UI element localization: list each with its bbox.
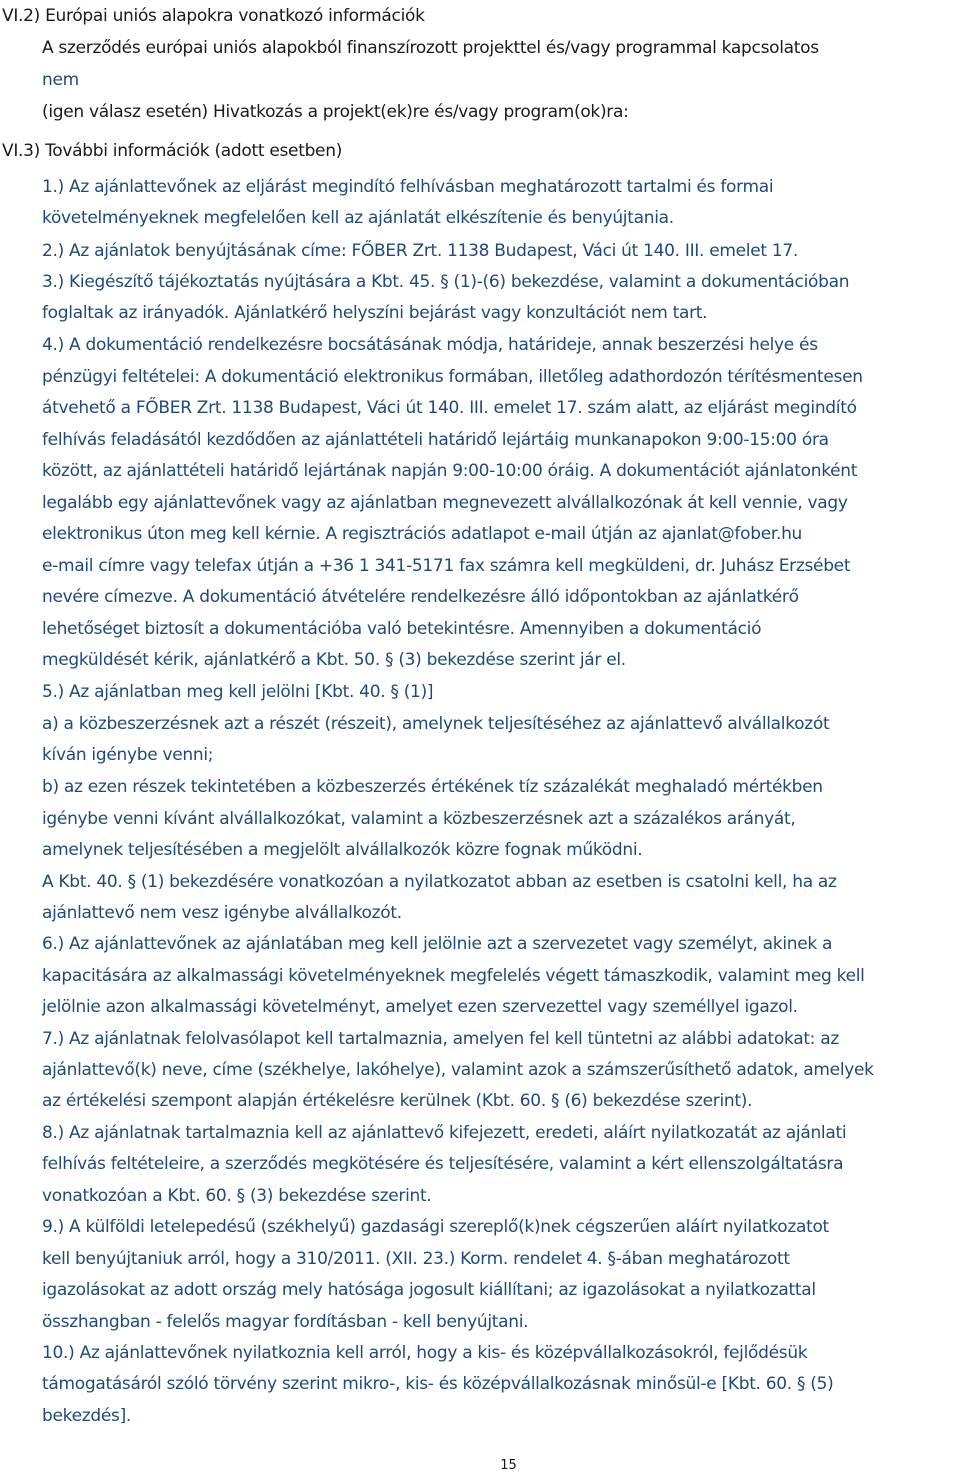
text-line: nem — [42, 70, 79, 90]
text-line: a) a közbeszerzésnek azt a részét (részeit), amelynek teljesítéséhez az ajánlattevő alvállalkozót — [42, 714, 830, 734]
text-line: között, az ajánlattételi határidő lejártának napján 9:00-10:00 óráig. A dokumentációt ajánlatonként — [42, 461, 858, 481]
text-line: igazolásokat az adott ország mely hatósága jogosult kiállítani; az igazolásokat a nyilatkozattal — [42, 1280, 816, 1300]
text-line: 7.) Az ajánlatnak felolvasólapot kell tartalmaznia, amelyen fel kell tüntetni az alábbi adatokat: az — [42, 1029, 839, 1049]
text-line: elektronikus úton meg kell kérnie. A regisztrációs adatlapot e-mail útján az ajanlat@fober.hu — [42, 524, 803, 544]
text-line: jelölnie azon alkalmassági követelményt, amelyet ezen szervezettel vagy személlyel igazol. — [42, 997, 798, 1017]
text-line: összhangban - felelős magyar fordításban - kell benyújtani. — [42, 1312, 529, 1332]
text-line: b) az ezen részek tekintetében a közbeszerzés értékének tíz százalékát meghaladó mértékben — [42, 777, 823, 797]
text-line: kíván igénybe venni; — [42, 745, 214, 765]
text-line: felhívás feltételeire, a szerződés megkötésére és teljesítésére, valamint a kért ellenszolgáltatásra — [42, 1154, 844, 1174]
text-line: (igen válasz esetén) Hivatkozás a projekt(ek)re és/vagy program(ok)ra: — [42, 102, 629, 122]
text-line: nevére címezve. A dokumentáció átvételére rendelkezésre álló időpontokban az ajánlatkérő — [42, 587, 799, 607]
text-line: az értékelési szempont alapján értékelésre kerülnek (Kbt. 60. § (6) bekezdése szerint). — [42, 1091, 753, 1111]
text-line: lehetőséget biztosít a dokumentációba való betekintésre. Amennyiben a dokumentáció — [42, 619, 762, 639]
section-heading: VI.3) További információk (adott esetben) — [2, 141, 343, 161]
text-line: 3.) Kiegészítő tájékoztatás nyújtására a Kbt. 45. § (1)-(6) bekezdése, valamint a dokumentációban — [42, 272, 850, 292]
text-line: megküldését kérik, ajánlatkérő a Kbt. 50. § (3) bekezdése szerint jár el. — [42, 650, 626, 670]
text-line: vonatkozóan a Kbt. 60. § (3) bekezdése szerint. — [42, 1186, 432, 1206]
text-line: 2.) Az ajánlatok benyújtásának címe: FŐBER Zrt. 1138 Budapest, Váci út 140. III. emelet 17. — [42, 241, 798, 261]
text-line: A Kbt. 40. § (1) bekezdésére vonatkozóan a nyilatkozatot abban az esetben is csatolni kell, ha az — [42, 872, 837, 892]
text-line: legalább egy ajánlattevőnek vagy az ajánlatban megnevezett alvállalkozónak át kell vennie, vagy — [42, 493, 848, 513]
text-line: ajánlattevő nem vesz igénybe alvállalkozót. — [42, 903, 402, 923]
text-line: ajánlattevő(k) neve, címe (székhelye, lakóhelye), valamint azok a számszerűsíthető adatok, amelyek — [42, 1060, 874, 1080]
page-number: 15 — [500, 1458, 517, 1473]
text-line: amelynek teljesítésében a megjelölt alvállalkozók közre fognak működni. — [42, 840, 643, 860]
text-line: A szerződés európai uniós alapokból finanszírozott projekttel és/vagy programmal kapcsolatos — [42, 38, 819, 58]
text-line: 6.) Az ajánlattevőnek az ajánlatában meg kell jelölnie azt a szervezetet vagy személyt, akinek a — [42, 934, 833, 954]
text-line: igénybe venni kívánt alvállalkozókat, valamint a közbeszerzésnek azt a százalékos arányát, — [42, 809, 796, 829]
text-line: e-mail címre vagy telefax útján a +36 1 341-5171 fax számra kell megküldeni, dr. Juhász Erzsébet — [42, 556, 851, 576]
text-line: 8.) Az ajánlatnak tartalmaznia kell az ajánlattevő kifejezett, eredeti, aláírt nyilatkozatát az ajánlati — [42, 1123, 847, 1143]
text-line: 5.) Az ajánlatban meg kell jelölni [Kbt. 40. § (1)] — [42, 682, 434, 702]
text-line: bekezdés]. — [42, 1406, 132, 1426]
text-line: 4.) A dokumentáció rendelkezésre bocsátásának módja, határideje, annak beszerzési helye és — [42, 335, 818, 355]
text-line: kapacitására az alkalmassági követelményeknek megfelelés végett támaszkodik, valamint meg kell — [42, 966, 865, 986]
text-line: 1.) Az ajánlattevőnek az eljárást megindító felhívásban meghatározott tartalmi és formai — [42, 177, 774, 197]
text-line: 9.) A külföldi letelepedésű (székhelyű) gazdasági szereplő(k)nek cégszerűen aláírt nyilatkozatot — [42, 1217, 829, 1237]
text-line: támogatásáról szóló törvény szerint mikro-, kis- és középvállalkozásnak minősül-e [Kbt. 60. § (5) — [42, 1374, 834, 1394]
text-line: 10.) Az ajánlattevőnek nyilatkoznia kell arról, hogy a kis- és középvállalkozásokról, fejlődésük — [42, 1343, 808, 1363]
text-line: kell benyújtaniuk arról, hogy a 310/2011. (XII. 23.) Korm. rendelet 4. §-ában meghatározott — [42, 1249, 790, 1269]
section-heading: VI.2) Európai uniós alapokra vonatkozó információk — [2, 6, 425, 26]
text-line: felhívás feladásától kezdődően az ajánlattételi határidő lejártáig munkanapokon 9:00-15:00 óra — [42, 430, 829, 450]
text-line: pénzügyi feltételei: A dokumentáció elektronikus formában, illetőleg adathordozón térítésmentesen — [42, 367, 863, 387]
text-line: foglaltak az irányadók. Ajánlatkérő helyszíni bejárást vagy konzultációt nem tart. — [42, 303, 708, 323]
text-line: követelményeknek megfelelően kell az ajánlatát elkészítenie és benyújtania. — [42, 208, 674, 228]
text-line: átvehető a FŐBER Zrt. 1138 Budapest, Váci út 140. III. emelet 17. szám alatt, az eljárást megindító — [42, 398, 857, 418]
